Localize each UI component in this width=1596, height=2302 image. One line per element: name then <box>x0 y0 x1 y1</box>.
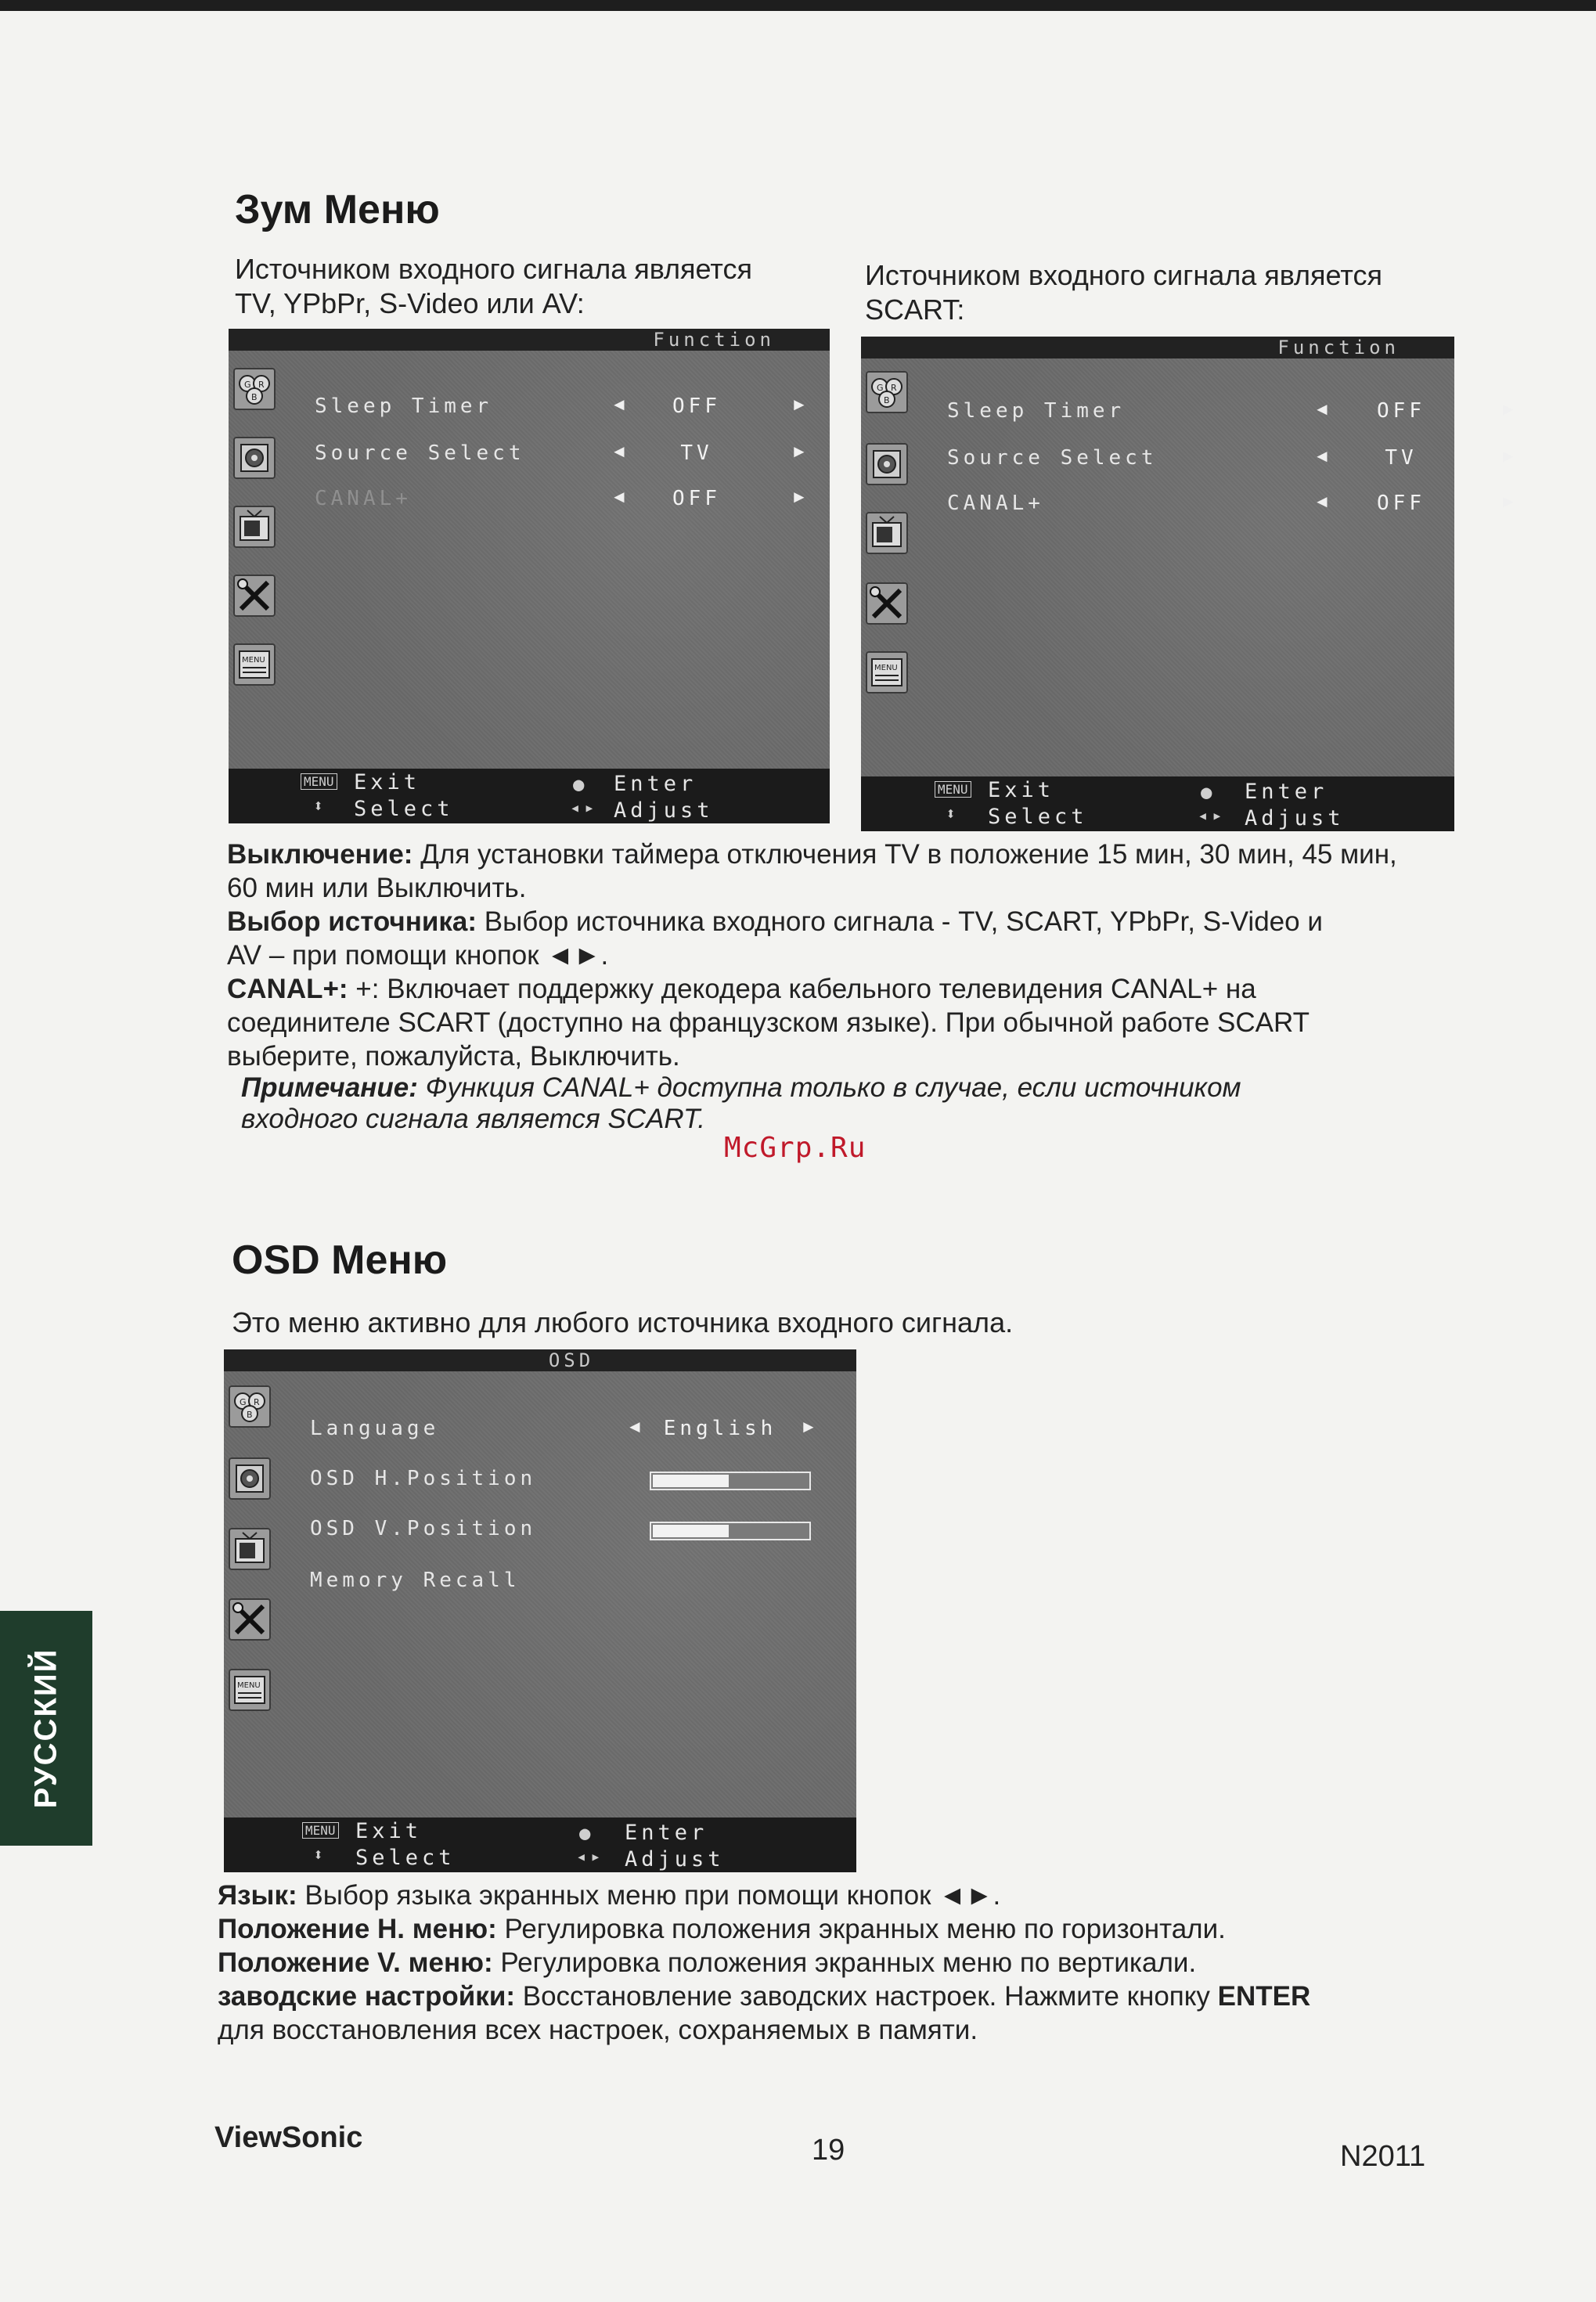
language-label: Language <box>310 1417 440 1440</box>
arrow-left-icon: ◄ <box>611 487 628 506</box>
canal-plus-row-disabled <box>315 487 814 518</box>
osd-screen <box>224 1349 856 1872</box>
up-down-icon: ⬍ <box>946 805 960 824</box>
arrow-left-icon[interactable]: ◄ <box>1313 492 1331 511</box>
arrow-right-icon[interactable]: ► <box>1500 446 1517 466</box>
setup-tools-icon[interactable] <box>866 582 908 625</box>
arrow-left-icon[interactable]: ◄ <box>611 441 628 461</box>
screen-title: OSD <box>224 1349 856 1371</box>
setup-tools-icon[interactable] <box>229 1598 271 1641</box>
picture-rgb-icon[interactable] <box>229 1385 271 1428</box>
source-select-value: TV <box>680 441 713 465</box>
left-right-icon: ◂▸ <box>576 1847 605 1867</box>
caption-tv-sources: Источником входного сигнала является TV, YPbPr, S-Video или AV: <box>235 253 752 319</box>
svg-text:G: G <box>244 380 251 390</box>
svg-text:B: B <box>884 395 890 405</box>
select-label: Select <box>355 1846 456 1870</box>
arrow-right-icon[interactable]: ► <box>1500 492 1517 511</box>
watermark-text: McGrp.Ru <box>724 1132 866 1164</box>
source-select-row[interactable] <box>315 441 814 473</box>
language-value: English <box>663 1417 777 1440</box>
svg-text:B: B <box>247 1410 253 1420</box>
arrow-right-icon[interactable]: ► <box>791 394 808 414</box>
osd-h-position-slider[interactable] <box>650 1472 811 1490</box>
menu-key-icon: MENU <box>302 1822 339 1839</box>
arrow-left-icon[interactable]: ◄ <box>1313 446 1331 466</box>
enter-dot-icon: ● <box>1201 781 1216 803</box>
enter-dot-icon: ● <box>579 1822 595 1844</box>
osd-v-position-fill <box>653 1525 729 1537</box>
svg-text:G: G <box>240 1397 247 1407</box>
menu-key-icon: MENU <box>301 773 337 790</box>
enter-label: Enter <box>1245 780 1328 804</box>
canal-plus-value: OFF <box>1377 492 1425 515</box>
tv-function-icon[interactable] <box>233 506 276 548</box>
svg-text:G: G <box>877 383 884 393</box>
arrow-left-icon[interactable]: ◄ <box>1313 399 1331 419</box>
select-label: Select <box>988 805 1088 829</box>
adjust-label: Adjust <box>1245 806 1345 830</box>
setup-tools-icon[interactable] <box>233 575 276 617</box>
arrow-right-icon[interactable]: ► <box>1500 399 1517 419</box>
zoom-menu-title: Зум Меню <box>235 187 440 232</box>
source-select-label: Source Select <box>947 446 1158 470</box>
sound-speaker-icon[interactable] <box>229 1457 271 1500</box>
osd-h-position-fill <box>653 1475 729 1487</box>
canal-note: Примечание: Функция CANAL+ доступна только в случае, если источником входного сигнала является SCART. <box>241 1072 1241 1134</box>
canal-plus-row[interactable] <box>947 492 1517 523</box>
osd-description: Язык: Выбор языка экранных меню при помощи кнопок ◄►. Положение H. меню: Регулировка положения экранных меню по горизонтали. Положение V. меню: Регулировка положения экранных меню по вертикали. заводские настройки: Восстановление заводских настроек. Нажмите кнопку ENTER для восстановления всех настроек, сохраняемых в памяти. <box>218 1879 1470 2047</box>
h-position-desc: Положение H. меню: Регулировка положения экранных меню по горизонтали. <box>218 1914 1226 1944</box>
model-number: N2011 <box>1340 2140 1426 2173</box>
osd-menu-icon[interactable] <box>866 651 908 693</box>
sleep-timer-value: OFF <box>672 394 721 418</box>
function-screen-scart <box>861 337 1517 831</box>
memory-recall-label: Memory Recall <box>310 1569 521 1592</box>
language-row[interactable] <box>310 1417 841 1448</box>
osd-menu-icon[interactable] <box>229 1669 271 1711</box>
osd-menu-title: OSD Меню <box>232 1237 448 1283</box>
language-desc: Язык: Выбор языка экранных меню при помощи кнопок ◄►. <box>218 1880 1001 1911</box>
arrow-right-icon: ► <box>791 487 808 506</box>
source-desc: Выбор источника: Выбор источника входного сигнала - TV, SCART, YPbPr, S-Video и <box>227 906 1323 937</box>
sleep-timer-row[interactable] <box>315 394 814 426</box>
svg-text:R: R <box>258 380 265 390</box>
screen-footer <box>229 769 830 823</box>
enter-label: Enter <box>614 772 697 796</box>
sound-speaker-icon[interactable] <box>866 443 908 485</box>
osd-h-position-row[interactable] <box>310 1467 841 1498</box>
sleep-timer-value: OFF <box>1377 399 1425 423</box>
enter-label: Enter <box>625 1821 708 1845</box>
osd-caption: Это меню активно для любого источника входного сигнала. <box>232 1306 1014 1338</box>
select-label: Select <box>354 797 454 821</box>
sound-speaker-icon[interactable] <box>233 437 276 479</box>
side-tab-label: РУССКИЙ <box>28 1648 63 1809</box>
language-side-tab <box>0 1611 92 1846</box>
exit-label: Exit <box>354 770 421 794</box>
osd-v-position-row[interactable] <box>310 1517 841 1548</box>
sleep-timer-label: Sleep Timer <box>947 399 1126 423</box>
osd-v-position-label: OSD V.Position <box>310 1517 537 1540</box>
sleep-desc: Выключение: Для установки таймера отключения TV в положение 15 мин, 30 мин, 45 мин, <box>227 839 1397 870</box>
svg-text:MENU: MENU <box>874 664 898 672</box>
arrow-left-icon[interactable]: ◄ <box>626 1417 643 1436</box>
sleep-timer-label: Sleep Timer <box>315 394 493 418</box>
page-number: 19 <box>812 2134 845 2167</box>
screen-footer <box>861 776 1454 831</box>
canal-plus-value: OFF <box>672 487 721 510</box>
source-select-value: TV <box>1385 446 1418 470</box>
canal-plus-label: CANAL+ <box>947 492 1044 515</box>
left-right-icon: ◂▸ <box>570 798 599 818</box>
adjust-label: Adjust <box>614 798 714 823</box>
left-right-icon: ◂▸ <box>1198 806 1227 826</box>
caption-scart-source: Источником входного сигнала является SCART: <box>865 259 1382 326</box>
osd-v-position-slider[interactable] <box>650 1522 811 1540</box>
adjust-label: Adjust <box>625 1847 725 1872</box>
arrow-right-icon[interactable]: ► <box>791 441 808 461</box>
zoom-description: Выключение: Для установки таймера отключения TV в положение 15 мин, 30 мин, 45 мин, 60 мин или Выключить. Выбор источника: Выбор источника входного сигнала - TV, SCART, YPbPr, S-Video и AV – при помощи кнопок ◄►. CANAL+: +: Включает поддержку декодера кабельного телевидения CANAL+ на соединителе SCART (доступно на французском языке). При обычной работе SCART выберите, пожалуйста, Выключить. <box>227 838 1464 1073</box>
exit-label: Exit <box>355 1819 423 1843</box>
v-position-desc: Положение V. меню: Регулировка положения экранных меню по вертикали. <box>218 1947 1197 1978</box>
picture-rgb-icon[interactable] <box>866 371 908 413</box>
scan-top-edge <box>0 0 1596 11</box>
picture-rgb-icon[interactable] <box>233 368 276 410</box>
arrow-left-icon[interactable]: ◄ <box>611 394 628 414</box>
source-select-label: Source Select <box>315 441 525 465</box>
screen-title: Function <box>229 329 830 351</box>
screen-title: Function <box>861 337 1454 358</box>
source-select-row[interactable] <box>947 446 1517 477</box>
svg-text:B: B <box>251 392 258 402</box>
svg-text:MENU: MENU <box>237 1681 261 1690</box>
svg-text:MENU: MENU <box>242 656 265 665</box>
enter-dot-icon: ● <box>573 773 589 795</box>
svg-text:R: R <box>254 1397 260 1407</box>
up-down-icon: ⬍ <box>313 797 328 816</box>
tv-function-icon[interactable] <box>229 1528 271 1570</box>
exit-label: Exit <box>988 778 1055 802</box>
brand-name: ViewSonic <box>214 2121 363 2154</box>
osd-h-position-label: OSD H.Position <box>310 1467 537 1490</box>
function-screen-tv <box>229 329 830 823</box>
factory-reset-desc: заводские настройки: Восстановление заводских настроек. Нажмите кнопку ENTER <box>218 1981 1311 2012</box>
tv-function-icon[interactable] <box>866 512 908 554</box>
canal-desc: CANAL+: +: Включает поддержку декодера кабельного телевидения CANAL+ на <box>227 974 1256 1004</box>
up-down-icon: ⬍ <box>313 1846 328 1865</box>
screen-footer <box>224 1817 856 1872</box>
menu-key-icon: MENU <box>935 781 971 798</box>
svg-text:R: R <box>891 383 897 393</box>
osd-menu-icon[interactable] <box>233 643 276 686</box>
sleep-timer-row[interactable] <box>947 399 1517 430</box>
canal-plus-label: CANAL+ <box>315 487 412 510</box>
arrow-right-icon[interactable]: ► <box>800 1417 817 1436</box>
memory-recall-row[interactable] <box>310 1569 841 1600</box>
